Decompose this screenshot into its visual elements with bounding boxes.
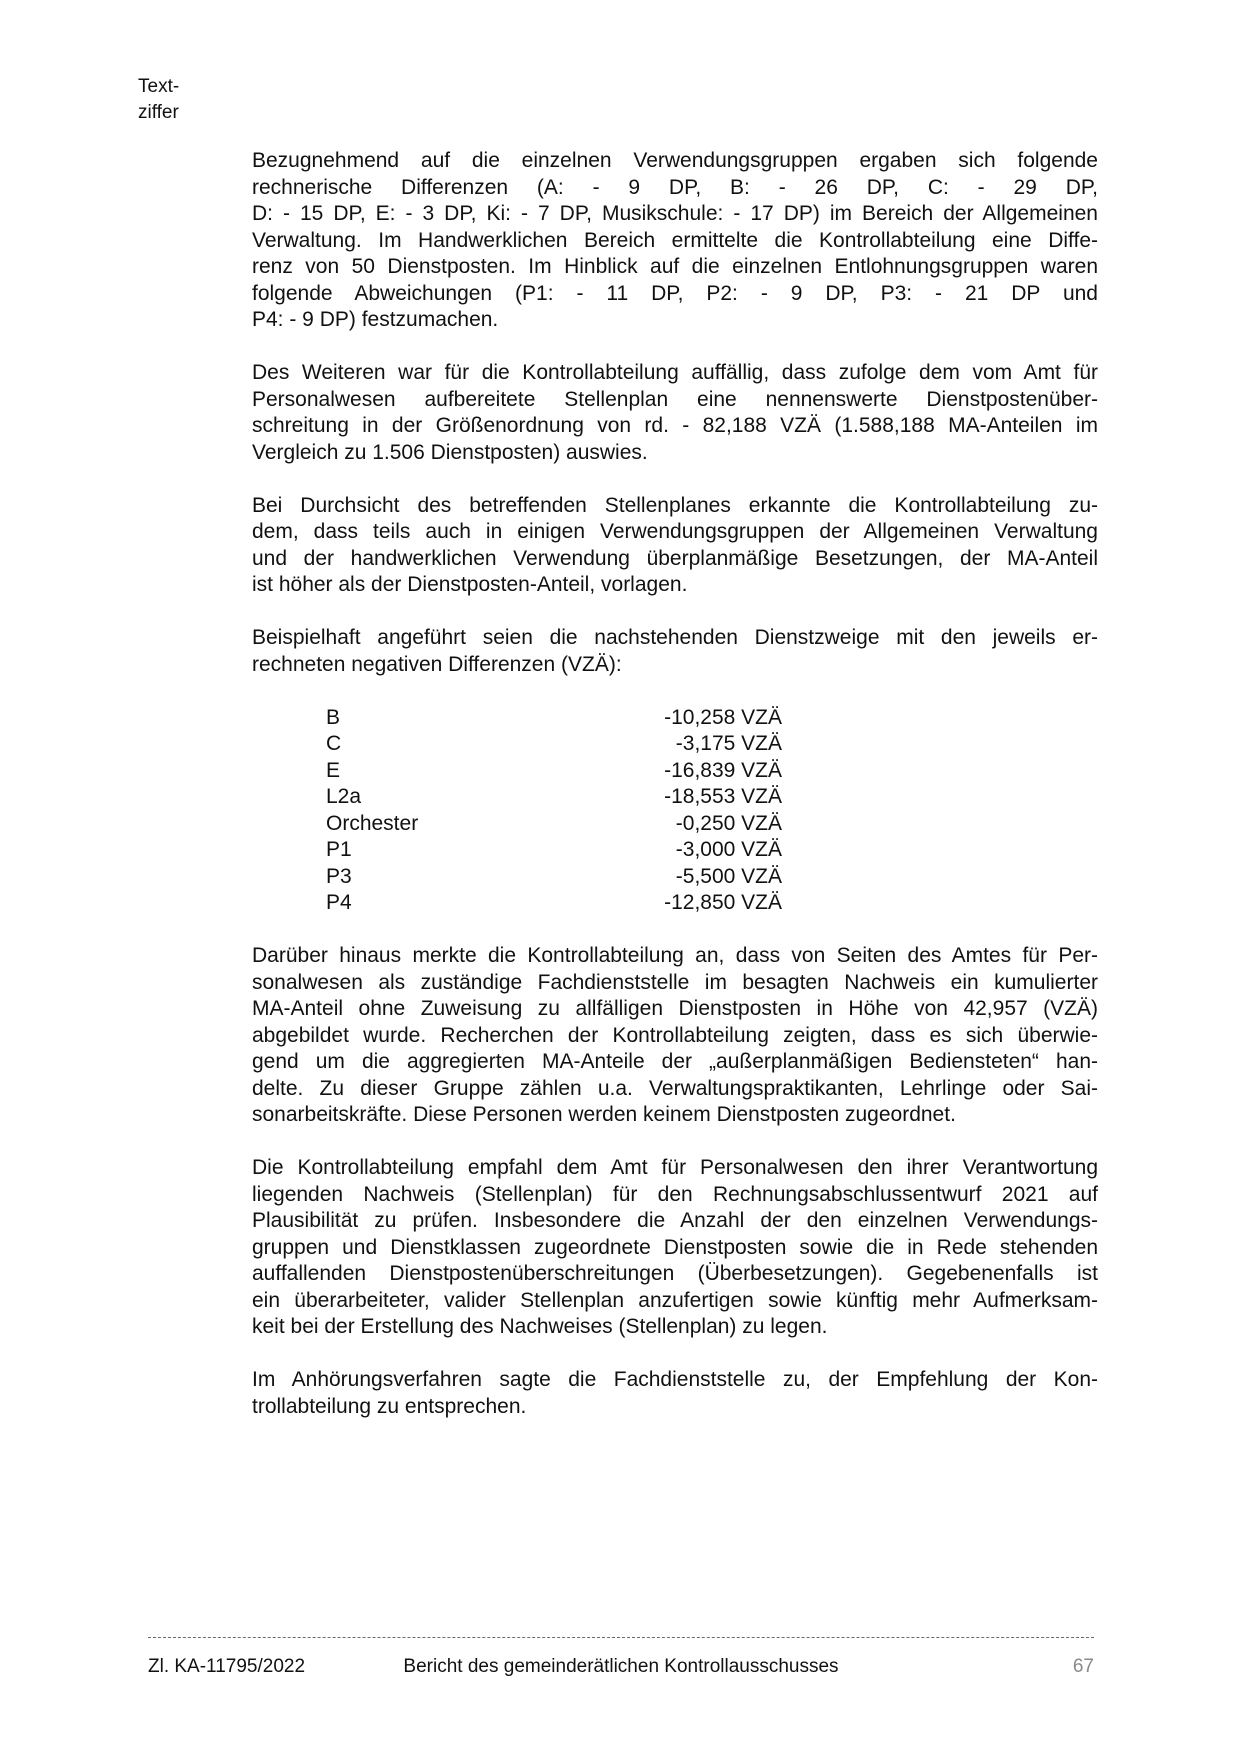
- paragraph: [252, 943, 1098, 1129]
- difference-value: -18,553 VZÄ: [664, 785, 782, 808]
- paragraph: [252, 493, 1098, 599]
- document-body: [252, 148, 1098, 1447]
- paragraph-line: gend um die aggregierten MA-Anteile der „außerplanmäßigen Bediensteten“ han-: [252, 1050, 1098, 1073]
- difference-value: -3,000 VZÄ: [675, 838, 782, 861]
- table-row: [326, 705, 782, 732]
- paragraph-line: auffallenden Dienstpostenüberschreitungen (Überbesetzungen). Gegebenenfalls ist: [252, 1262, 1098, 1285]
- paragraph: [252, 360, 1098, 466]
- paragraph-line: folgende Abweichungen (P1: - 11 DP, P2: - 9 DP, P3: - 21 DP und: [252, 281, 1098, 305]
- service-branch-label: P1: [326, 838, 352, 861]
- paragraph: [252, 625, 1098, 678]
- difference-value: -10,258 VZÄ: [664, 705, 782, 729]
- paragraph-line: Plausibilität zu prüfen. Insbesondere die Anzahl der den einzelnen Verwendungs-: [252, 1209, 1098, 1232]
- paragraph-line: Bezugnehmend auf die einzelnen Verwendungsgruppen ergaben sich folgende: [252, 149, 1098, 172]
- service-branch-label: P3: [326, 864, 352, 888]
- paragraph-line: rechnerische Differenzen (A: - 9 DP, B: - 26 DP, C: - 29 DP,: [252, 175, 1098, 199]
- footer-reference-number: Zl. KA-11795/2022: [148, 1656, 306, 1677]
- table-row: [326, 864, 782, 891]
- paragraph-line: abgebildet wurde. Recherchen der Kontrollabteilung zeigten, dass es sich überwie-: [252, 1023, 1098, 1047]
- service-branch-label: L2a: [326, 785, 362, 808]
- paragraph: [252, 148, 1098, 334]
- paragraph-line: Des Weiteren war für die Kontrollabteilung auffällig, dass zufolge dem vom Amt für: [252, 361, 1098, 384]
- margin-label-textziffer: [138, 74, 179, 126]
- paragraphs-before-table: [252, 148, 1098, 678]
- footer-page-number: 67: [1072, 1656, 1094, 1677]
- paragraph-line: Im Anhörungsverfahren sagte die Fachdienststelle zu, der Empfehlung der Kon-: [252, 1368, 1098, 1391]
- paragraph-line: Personalwesen aufbereitete Stellenplan eine nennenswerte Dienstpostenüber-: [252, 387, 1098, 411]
- paragraph-line: delte. Zu dieser Gruppe zählen u.a. Verwaltungspraktikanten, Lehrlinge oder Sai-: [252, 1076, 1098, 1100]
- negative-differences-table: [326, 705, 782, 917]
- paragraph-line: gruppen und Dienstklassen zugeordnete Dienstposten sowie die in Rede stehenden: [252, 1235, 1098, 1259]
- margin-label-line-1: Text-: [138, 76, 180, 97]
- table-row: [326, 811, 782, 838]
- difference-value: -16,839 VZÄ: [664, 758, 782, 782]
- table-row: [326, 784, 782, 811]
- paragraph-line: ein überarbeiteter, valider Stellenplan anzufertigen sowie künftig mehr Aufmerksam-: [252, 1288, 1098, 1312]
- paragraph-line: renz von 50 Dienstposten. Im Hinblick auf die einzelnen Entlohnungsgruppen waren: [252, 255, 1098, 278]
- service-branch-label: P4: [326, 891, 352, 914]
- table-row: [326, 758, 782, 785]
- paragraph-line: liegenden Nachweis (Stellenplan) für den Rechnungsabschlussentwurf 2021 auf: [252, 1182, 1098, 1206]
- paragraph: [252, 1367, 1098, 1420]
- footer-report-title: Bericht des gemeinderätlichen Kontrollausschusses: [403, 1656, 839, 1677]
- difference-value: -12,850 VZÄ: [664, 891, 782, 914]
- paragraph-line: rechneten negativen Differenzen (VZÄ):: [252, 652, 622, 676]
- paragraph-line: MA-Anteil ohne Zuweisung zu allfälligen Dienstposten in Höhe von 42,957 (VZÄ): [252, 997, 1098, 1020]
- paragraph-line: Bei Durchsicht des betreffenden Stellenplanes erkannte die Kontrollabteilung zu-: [252, 493, 1098, 517]
- footer-dashed-divider: [148, 1637, 1094, 1638]
- service-branch-label: C: [326, 732, 342, 755]
- paragraph-line: Vergleich zu 1.506 Dienstposten) auswies.: [252, 440, 648, 464]
- paragraph: [252, 1155, 1098, 1341]
- paragraph-line: Die Kontrollabteilung empfahl dem Amt für Personalwesen den ihrer Verantwortung: [252, 1156, 1098, 1179]
- paragraph-line: sonarbeitskräfte. Diese Personen werden keinem Dienstposten zugeordnet.: [252, 1103, 956, 1126]
- table-row: [326, 837, 782, 864]
- paragraph-line: P4: - 9 DP) festzumachen.: [252, 308, 499, 331]
- paragraph-line: Darüber hinaus merkte die Kontrollabteilung an, dass von Seiten des Amtes für Per-: [252, 944, 1098, 967]
- difference-value: -5,500 VZÄ: [675, 864, 782, 888]
- paragraph-line: dem, dass teils auch in einigen Verwendungsgruppen der Allgemeinen Verwaltung: [252, 520, 1098, 543]
- paragraph-line: Verwaltung. Im Handwerklichen Bereich ermittelte die Kontrollabteilung eine Diffe-: [252, 228, 1098, 252]
- paragraph-line: Beispielhaft angeführt seien die nachstehenden Dienstzweige mit den jeweils er-: [252, 626, 1098, 649]
- difference-value: -3,175 VZÄ: [675, 732, 782, 755]
- service-branch-label: B: [326, 705, 341, 729]
- table-row: [326, 890, 782, 917]
- paragraph-line: keit bei der Erstellung des Nachweises (Stellenplan) zu legen.: [252, 1315, 828, 1338]
- difference-value: -0,250 VZÄ: [675, 811, 782, 835]
- service-branch-label: E: [326, 758, 341, 782]
- paragraphs-after-table: [252, 943, 1098, 1420]
- paragraph-line: D: - 15 DP, E: - 3 DP, Ki: - 7 DP, Musikschule: - 17 DP) im Bereich der Allgemeinen: [252, 202, 1098, 225]
- table-row: [326, 731, 782, 758]
- paragraph-line: schreitung in der Größenordnung von rd. - 82,188 VZÄ (1.588,188 MA-Anteilen im: [252, 414, 1098, 437]
- paragraph-line: sonalwesen als zuständige Fachdienststelle im besagten Nachweis ein kumulierter: [252, 970, 1098, 994]
- paragraph-line: und der handwerklichen Verwendung überplanmäßige Besetzungen, der MA-Anteil: [252, 546, 1098, 570]
- margin-label-line-2: ziffer: [138, 102, 179, 123]
- paragraph-line: trollabteilung zu entsprechen.: [252, 1394, 527, 1418]
- paragraph-line: ist höher als der Dienstposten-Anteil, vorlagen.: [252, 573, 688, 596]
- service-branch-label: Orchester: [326, 811, 419, 835]
